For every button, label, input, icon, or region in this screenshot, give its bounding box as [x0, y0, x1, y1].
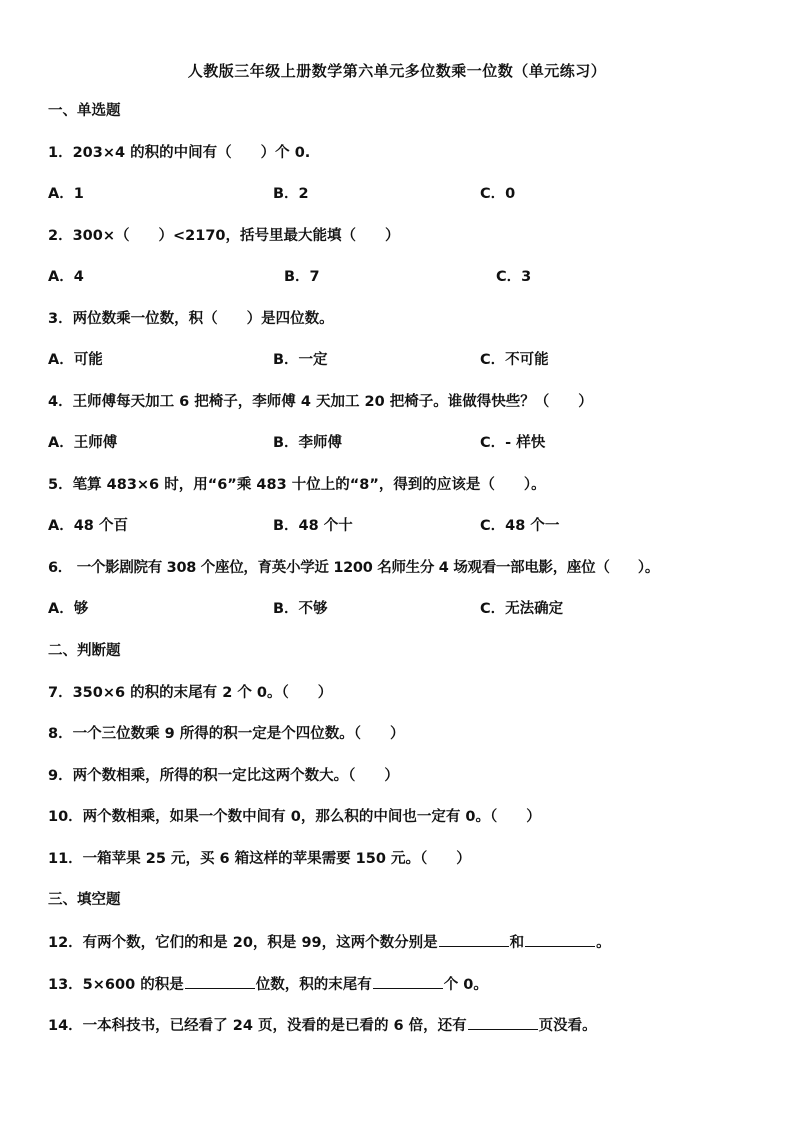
q13-answer-blank-2[interactable] — [373, 974, 443, 989]
q12-text-part1: 12．有两个数，它们的和是 20，积是 99，这两个数分别是 — [48, 935, 438, 951]
question-14 — [48, 1015, 597, 1036]
question-12 — [48, 932, 611, 953]
q4-option-a: A．王师傅 — [48, 435, 118, 451]
page-title: 人教版三年级上册数学第六单元多位数乘一位数（单元练习） — [187, 62, 607, 80]
q5-option-a: A．48 个百 — [48, 518, 128, 534]
q3-option-b: B．一定 — [273, 352, 328, 368]
question-6: 6． 一个影剧院有 308 个座位，育英小学近 1200 名师生分 4 场观看一部电影，座位（ ）。 — [48, 560, 660, 576]
q5-option-c: C．48 个一 — [480, 518, 560, 534]
q4-option-c: C．- 样快 — [480, 435, 546, 451]
q12-answer-blank-2[interactable] — [525, 932, 595, 947]
q1-option-c: C．0 — [480, 186, 516, 202]
question-9: 9．两个数相乘，所得的积一定比这两个数大。（ ） — [48, 768, 399, 784]
q12-text-part3: 。 — [596, 935, 611, 951]
q14-text-part2: 页没看。 — [538, 1018, 597, 1034]
q3-option-c: C．不可能 — [480, 352, 549, 368]
q5-option-b: B．48 个十 — [273, 518, 353, 534]
q2-option-b: B．7 — [284, 269, 320, 285]
q4-option-b: B．李师傅 — [273, 435, 343, 451]
question-3: 3．两位数乘一位数，积（ ）是四位数。 — [48, 311, 334, 327]
question-13 — [48, 974, 488, 995]
section-heading-true-false: 二、判断题 — [48, 643, 121, 659]
q1-option-b: B．2 — [273, 186, 309, 202]
q14-answer-blank[interactable] — [468, 1015, 538, 1030]
q12-text-part2: 和 — [509, 935, 525, 951]
question-2: 2．300×（ ）<2170，括号里最大能填（ ） — [48, 228, 400, 244]
question-5: 5．笔算 483×6 时，用“6”乘 483 十位上的“8”，得到的应该是（ ）。 — [48, 477, 546, 493]
q13-text-part2: 位数，积的末尾有 — [255, 977, 372, 993]
q6-option-c: C．无法确定 — [480, 601, 564, 617]
question-1: 1．203×4 的积的中间有（ ）个 0. — [48, 145, 311, 161]
q13-answer-blank-1[interactable] — [185, 974, 255, 989]
question-7: 7．350×6 的积的末尾有 2 个 0。（ ） — [48, 685, 333, 701]
question-11: 11．一箱苹果 25 元，买 6 箱这样的苹果需要 150 元。（ ） — [48, 851, 471, 867]
q14-text-part1: 14．一本科技书，已经看了 24 页，没看的是已看的 6 倍，还有 — [48, 1018, 467, 1034]
q2-option-a: A．4 — [48, 269, 84, 285]
q3-option-a: A．可能 — [48, 352, 103, 368]
question-10: 10．两个数相乘，如果一个数中间有 0，那么积的中间也一定有 0。（ ） — [48, 809, 541, 825]
q13-text-part3: 个 0。 — [443, 977, 488, 993]
question-4: 4．王师傅每天加工 6 把椅子，李师傅 4 天加工 20 把椅子。谁做得快些？（ ） — [48, 394, 593, 410]
q13-text-part1: 13．5×600 的积是 — [48, 977, 184, 993]
section-heading-fill-blank: 三、填空题 — [48, 892, 121, 908]
section-heading-single-choice: 一、单选题 — [48, 103, 121, 119]
question-8: 8．一个三位数乘 9 所得的积一定是个四位数。（ ） — [48, 726, 405, 742]
q2-option-c: C．3 — [496, 269, 532, 285]
q1-option-a: A．1 — [48, 186, 84, 202]
q12-answer-blank-1[interactable] — [439, 932, 509, 947]
q6-option-a: A．够 — [48, 601, 89, 617]
q6-option-b: B．不够 — [273, 601, 328, 617]
